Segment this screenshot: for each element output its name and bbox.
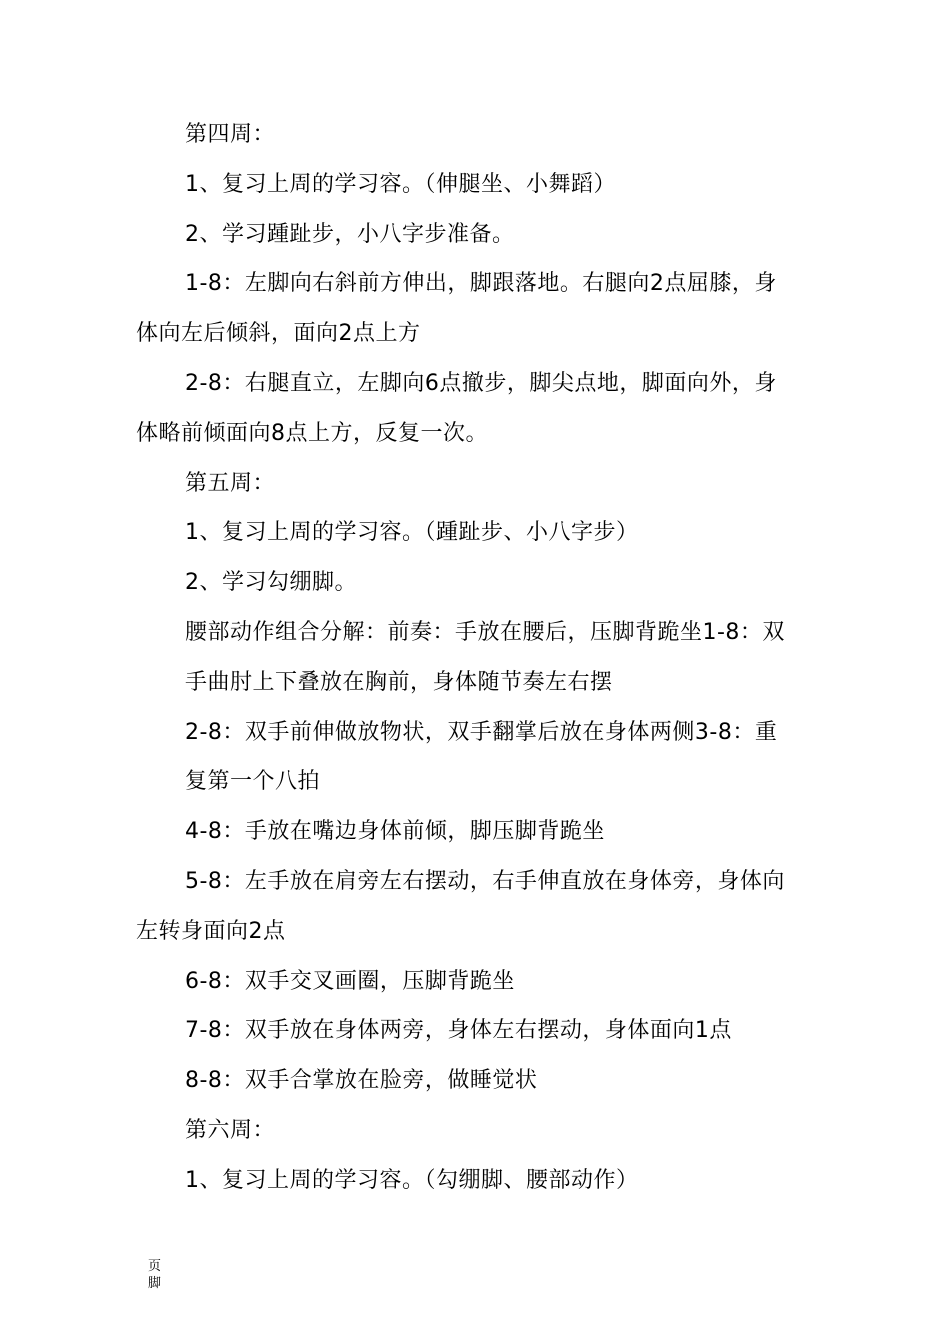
footer-char: 脚 (148, 1276, 162, 1291)
text-line: 1-8：左脚向右斜前方伸出，脚跟落地。右腿向2点屈膝，身 (185, 271, 777, 297)
text-line: 2、学习踵趾步，小八字步准备。 (185, 221, 515, 247)
text-line: 1、复习上周的学习容。（伸腿坐、小舞蹈） (185, 171, 616, 197)
text-line: 腰部动作组合分解：前奏：手放在腰后，压脚背跪坐1-8：双 (185, 619, 785, 645)
text-line: 1、复习上周的学习容。（踵趾步、小八字步） (185, 520, 639, 546)
text-line: 2-8：右腿直立，左脚向6点撤步，脚尖点地，脚面向外，身 (185, 370, 777, 396)
text-line: 体向左后倾斜，面向2点上方 (136, 321, 421, 347)
text-line: 5-8：左手放在肩旁左右摆动，右手伸直放在身体旁，身体向 (185, 868, 785, 894)
text-line: 体略前倾面向8点上方，反复一次。 (136, 420, 488, 446)
text-line: 第五周： (185, 470, 276, 496)
text-line: 左转身面向2点 (136, 918, 286, 944)
text-line: 手曲肘上下叠放在胸前，身体随节奏左右摆 (185, 669, 613, 695)
text-line: 4-8：手放在嘴边身体前倾，脚压脚背跪坐 (185, 819, 605, 845)
text-line: 2、学习勾绷脚。 (185, 570, 357, 596)
text-line: 8-8：双手合掌放在脸旁，做睡觉状 (185, 1068, 538, 1094)
document-body (136, 110, 812, 1206)
text-line: 第四周： (185, 122, 276, 147)
text-line: 第六周： (185, 1117, 276, 1143)
text-line: 1、复习上周的学习容。（勾绷脚、腰部动作） (185, 1167, 639, 1193)
text-line: 2-8：双手前伸做放物状，双手翻掌后放在身体两侧3-8：重 (185, 719, 778, 745)
text-line: 7-8：双手放在身体两旁，身体左右摆动，身体面向1点 (185, 1018, 732, 1044)
page-footer (148, 1258, 168, 1292)
text-line: 6-8：双手交叉画圈，压脚背跪坐 (185, 968, 515, 994)
footer-char: 页 (148, 1259, 162, 1274)
text-line: 复第一个八拍 (185, 769, 321, 795)
